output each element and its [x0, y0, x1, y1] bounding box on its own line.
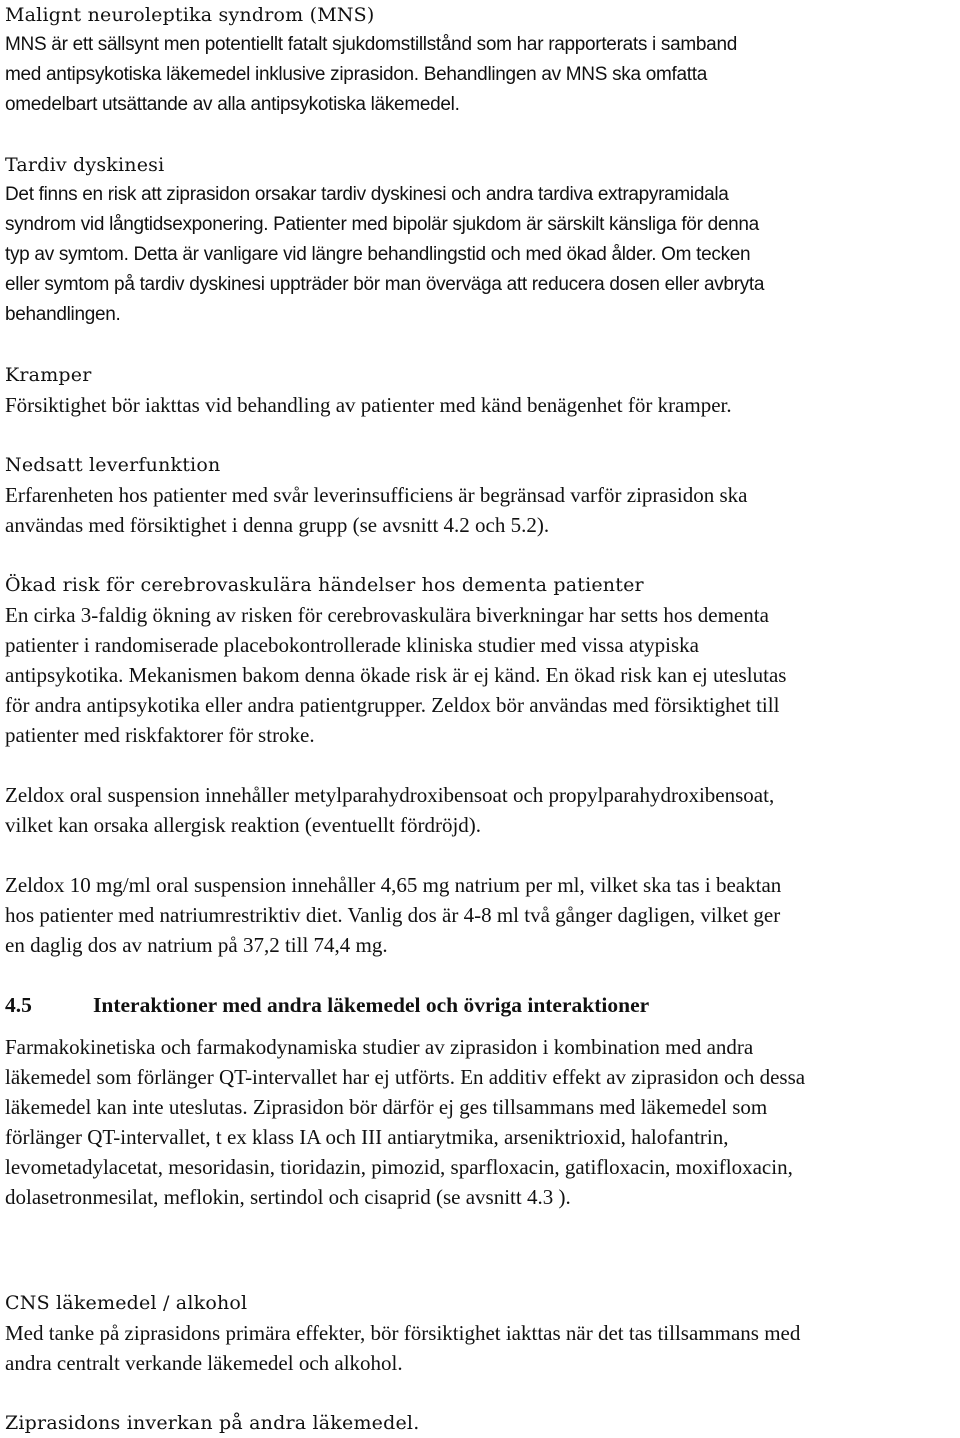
- lever-line-1: Erfarenheten hos patienter med svår leverinsufficiens är begränsad varför ziprasidon ska: [5, 483, 748, 507]
- lever-line-2: användas med försiktighet i denna grupp (se avsnitt 4.2 och 5.2).: [5, 513, 550, 537]
- section45-line-2: läkemedel som förlänger QT-intervallet har ej utförts. En additiv effekt av ziprasidon och dessa: [5, 1065, 806, 1089]
- ziprasidon-inverkan-heading: Ziprasidons inverkan på andra läkemedel.: [5, 1412, 420, 1434]
- natrium-line-1: Zeldox 10 mg/ml oral suspension innehåller 4,65 mg natrium per ml, vilket ska tas i beaktan: [5, 873, 782, 897]
- cerebro-heading: Ökad risk för cerebrovaskulära händelser hos dementa patienter: [5, 574, 644, 596]
- natrium-line-2: hos patienter med natriumrestriktiv diet. Vanlig dos är 4-8 ml två gånger dagligen, vilket ger: [5, 903, 781, 927]
- document-page: [5, 0, 955, 1438]
- cerebro-line-4: för andra antipsykotika eller andra patientgrupper. Zeldox bör användas med försiktighet till: [5, 693, 780, 717]
- tardiv-line-5: behandlingen.: [5, 304, 121, 325]
- section-number: 4.5: [5, 993, 32, 1017]
- suspension-line-1: Zeldox oral suspension innehåller metylparahydroxibensoat och propylparahydroxibensoat,: [5, 783, 775, 807]
- cns-line-1: Med tanke på ziprasidons primära effekter, bör försiktighet iakttas när det tas tillsammans med: [5, 1321, 801, 1345]
- section45-line-4: förlänger QT-intervallet, t ex klass IA och III antiarytmika, arseniktrioxid, halofantrin,: [5, 1125, 729, 1149]
- tardiv-line-3: typ av symtom. Detta är vanligare vid längre behandlingstid och med ökad ålder. Om tecken: [5, 244, 751, 265]
- section-title-text: Interaktioner med andra läkemedel och övriga interaktioner: [93, 993, 650, 1017]
- section-4-5-title: [5, 990, 955, 1020]
- cerebro-line-5: patienter med riskfaktorer för stroke.: [5, 723, 315, 747]
- suspension-line-2: vilket kan orsaka allergisk reaktion (eventuellt fördröjd).: [5, 813, 482, 837]
- mns-line-1: MNS är ett sällsynt men potentiellt fatalt sjukdomstillstånd som har rapporterats i samband: [5, 34, 737, 55]
- section45-line-1: Farmakokinetiska och farmakodynamiska studier av ziprasidon i kombination med andra: [5, 1035, 754, 1059]
- cerebro-line-1: En cirka 3-faldig ökning av risken för cerebrovaskulära biverkningar har setts hos dementa: [5, 603, 769, 627]
- tardiv-line-2: syndrom vid långtidsexponering. Patienter med bipolär sjukdom är särskilt känsliga för denna: [5, 214, 759, 235]
- mns-heading: Malignt neuroleptika syndrom (MNS): [5, 4, 375, 26]
- cns-heading: CNS läkemedel / alkohol: [5, 1292, 248, 1314]
- section45-line-3: läkemedel kan inte uteslutas. Ziprasidon bör därför ej ges tillsammans med läkemedel som: [5, 1095, 768, 1119]
- cns-line-2: andra centralt verkande läkemedel och alkohol.: [5, 1351, 403, 1375]
- section45-line-6: dolasetronmesilat, meflokin, sertindol och cisaprid (se avsnitt 4.3 ).: [5, 1185, 571, 1209]
- tardiv-line-4: eller symtom på tardiv dyskinesi uppträder bör man överväga att reducera dosen eller avbryta: [5, 274, 765, 295]
- cerebro-line-2: patienter i randomiserade placebokontrollerade kliniska studier med vissa atypiska: [5, 633, 699, 657]
- mns-line-2: med antipsykotiska läkemedel inklusive ziprasidon. Behandlingen av MNS ska omfatta: [5, 64, 707, 85]
- kramper-heading: Kramper: [5, 364, 92, 386]
- tardiv-heading: Tardiv dyskinesi: [5, 154, 165, 176]
- section45-line-5: levometadylacetat, mesoridasin, tioridazin, pimozid, sparfloxacin, gatifloxacin, moxifloxacin,: [5, 1155, 793, 1179]
- tardiv-line-1: Det finns en risk att ziprasidon orsakar tardiv dyskinesi och andra tardiva extrapyramidala: [5, 184, 729, 205]
- lever-heading: Nedsatt leverfunktion: [5, 454, 221, 476]
- mns-line-3: omedelbart utsättande av alla antipsykotiska läkemedel.: [5, 94, 460, 115]
- natrium-line-3: en daglig dos av natrium på 37,2 till 74,4 mg.: [5, 933, 388, 957]
- kramper-line-1: Försiktighet bör iakttas vid behandling av patienter med känd benägenhet för kramper.: [5, 393, 732, 417]
- cerebro-line-3: antipsykotika. Mekanismen bakom denna ökade risk är ej känd. En ökad risk kan ej uteslutas: [5, 663, 787, 687]
